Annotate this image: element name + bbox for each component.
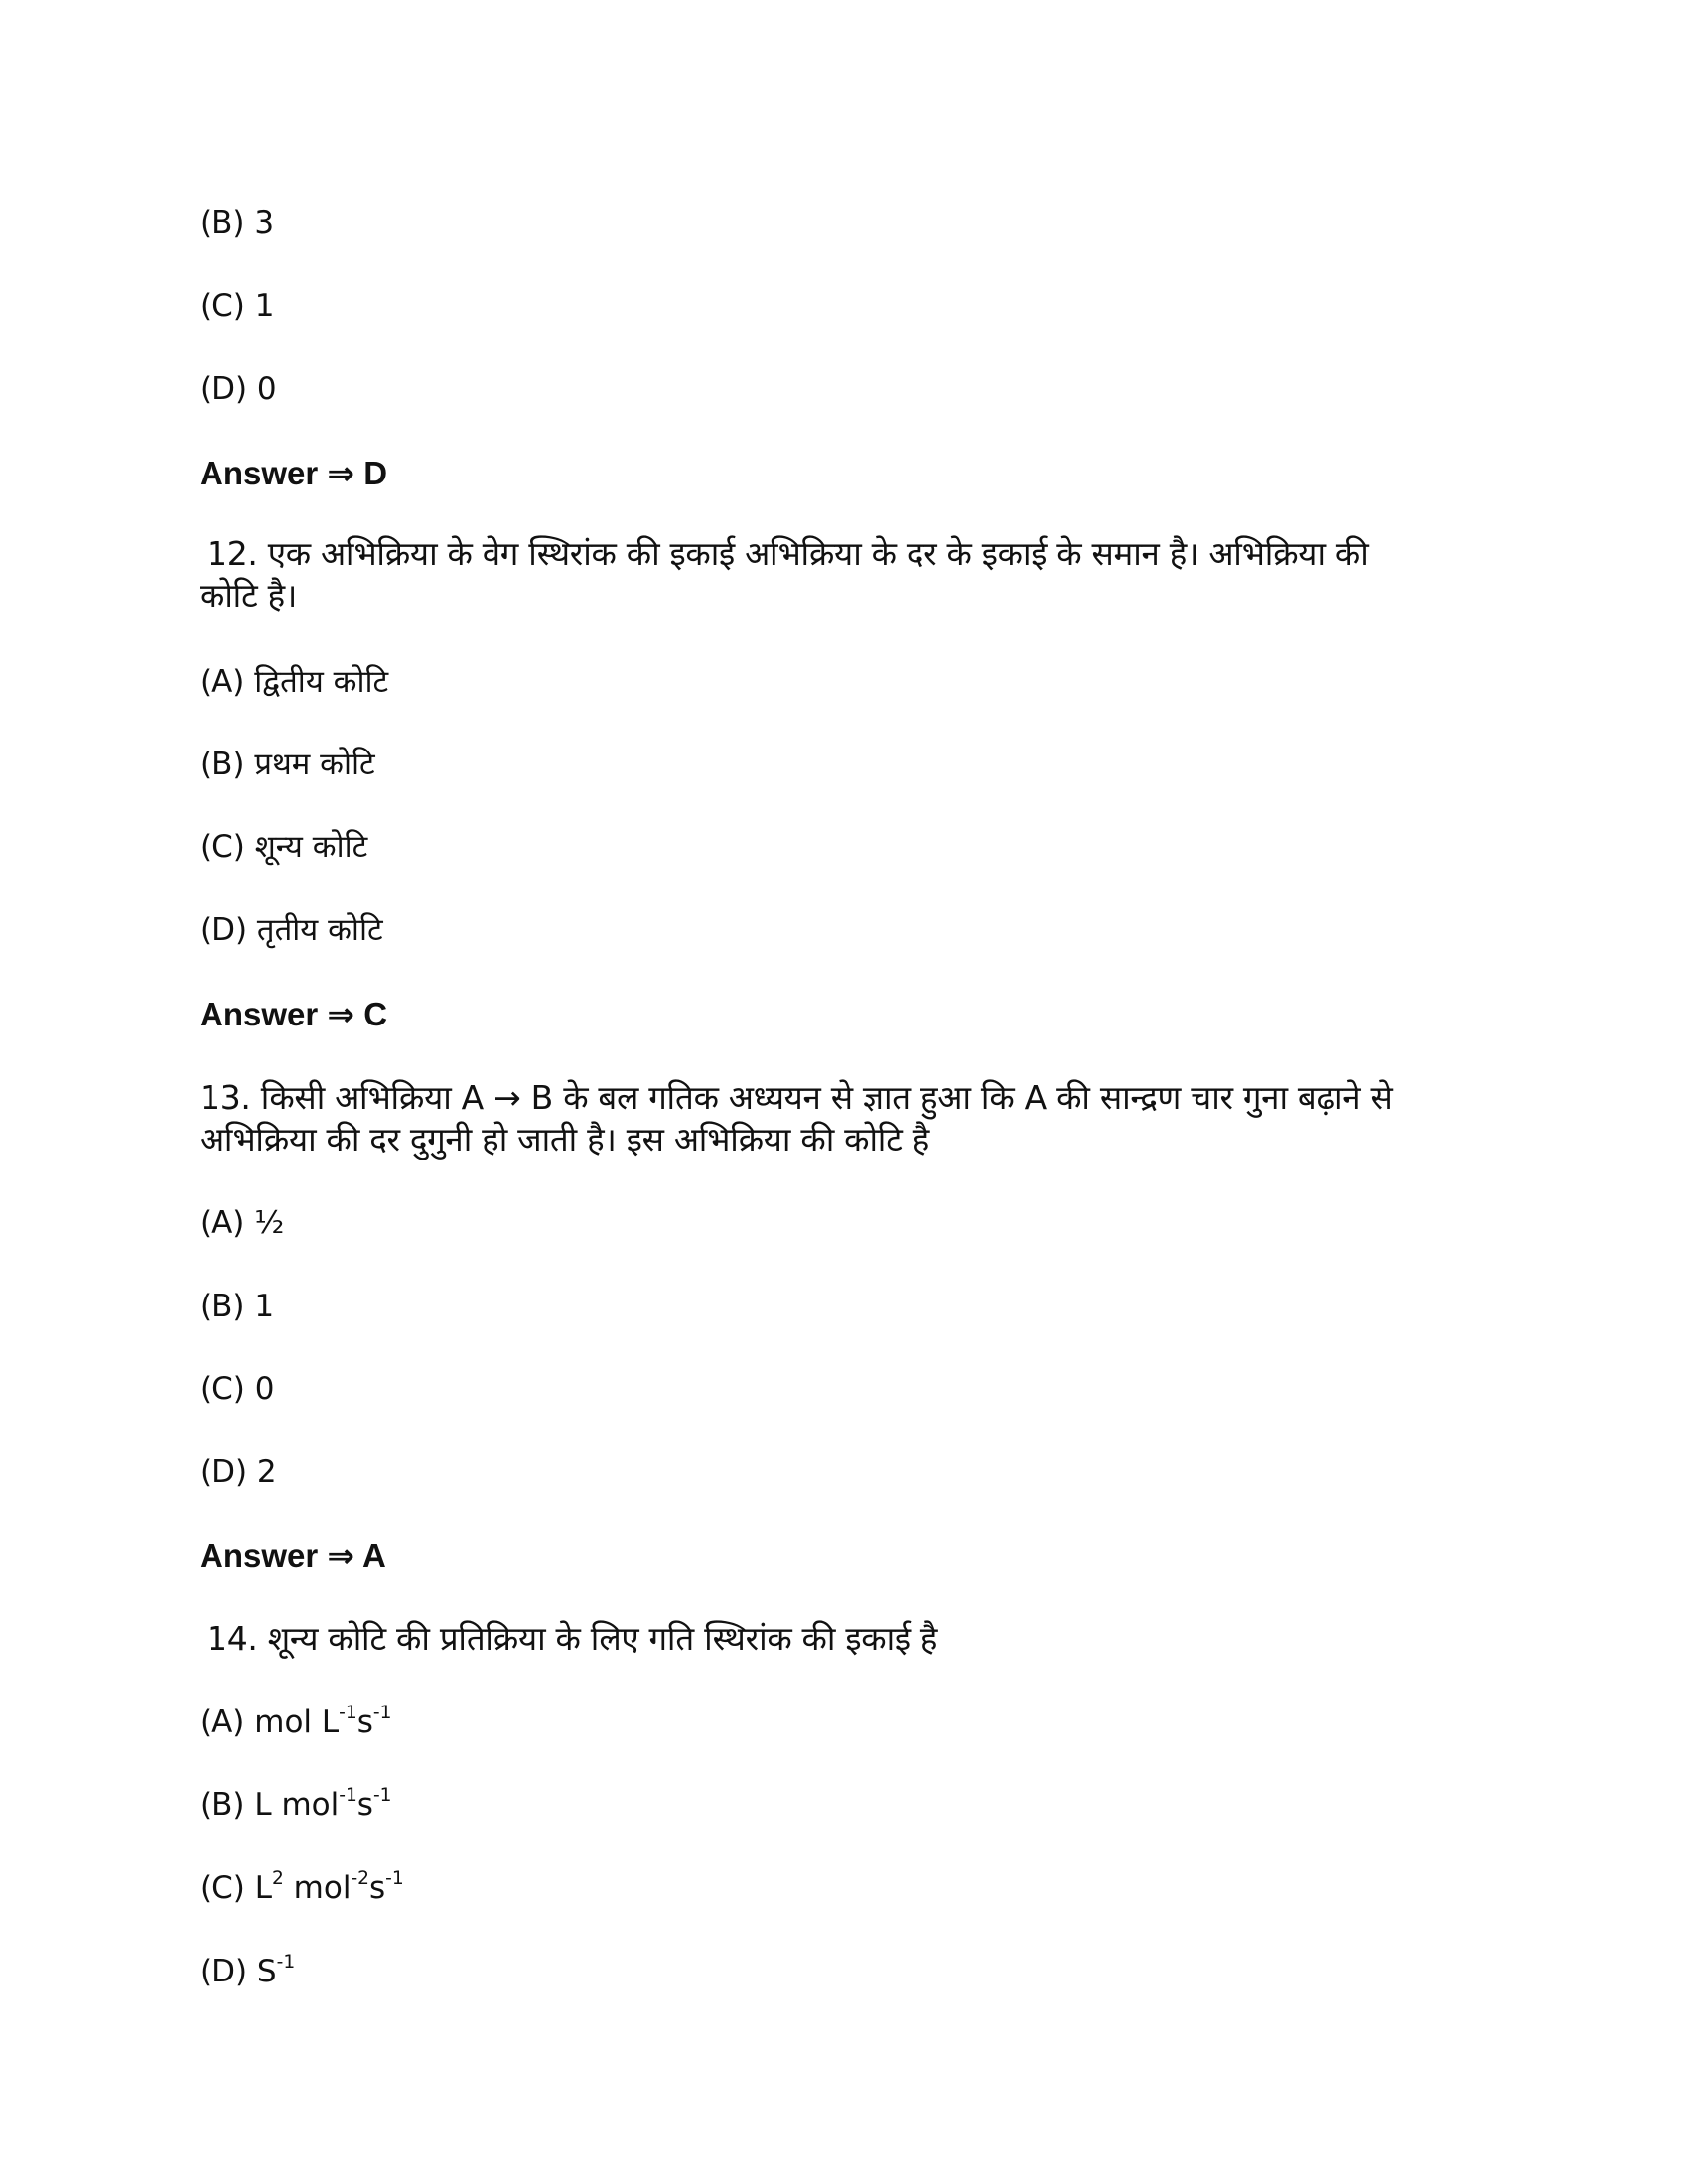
option-text: 2: [256, 1454, 277, 1490]
q12-answer: [200, 994, 387, 1035]
option-label: (C): [200, 1371, 245, 1407]
unit-base: s: [356, 1705, 373, 1740]
q14-option-b: [200, 1784, 391, 1826]
question-number: 13.: [200, 1078, 251, 1117]
q12-option-d: [200, 909, 383, 951]
option-text: 0: [256, 371, 277, 407]
option-label: (B): [200, 1787, 245, 1823]
answer-value: C: [363, 996, 388, 1032]
answer-prefix: Answer: [200, 1537, 319, 1573]
unit-exponent: -1: [372, 1703, 392, 1724]
q12-option-b: [200, 744, 375, 785]
q14-option-d: [200, 1951, 295, 1992]
option-text: तृतीय कोटि: [256, 912, 383, 948]
q12-option-c: [200, 826, 367, 868]
unit-base: s: [356, 1787, 373, 1823]
option-label: (A): [200, 1705, 245, 1740]
q14-option-c: [200, 1867, 404, 1909]
option-label: (A): [200, 1205, 245, 1241]
answer-prefix: Answer: [200, 455, 319, 491]
question-number: 12.: [207, 534, 258, 573]
unit-exponent: 2: [271, 1868, 284, 1890]
unit-exponent: -1: [276, 1952, 296, 1974]
question-text: शून्य कोटि की प्रतिक्रिया के लिए गति स्थिरांक की इकाई है: [267, 1619, 938, 1658]
option-label: (B): [200, 205, 245, 241]
option-text: [255, 1870, 404, 1906]
question-text: एक अभिक्रिया के वेग स्थिरांक की इकाई अभिक्रिया के दर के इकाई के समान है। अभिक्रिया की: [267, 534, 1369, 573]
unit-exponent: -2: [351, 1868, 370, 1890]
option-text: ½: [254, 1205, 285, 1241]
option-text: प्रथम कोटि: [254, 747, 375, 782]
answer-value: D: [363, 455, 388, 491]
question-text: किसी अभिक्रिया A → B के बल गतिक अध्ययन से ज्ञात हुआ कि A की सान्द्रण चार गुना बढ़ाने से: [260, 1078, 1393, 1117]
option-label: (B): [200, 1289, 245, 1324]
option-text: [257, 1954, 295, 1989]
q13-option-b: [200, 1286, 274, 1327]
implies-arrow-icon: ⇒: [327, 1537, 355, 1573]
q13-question-line1: [200, 1077, 1393, 1119]
unit-base: mol: [283, 1870, 352, 1906]
q11-option-d: [200, 368, 277, 410]
question-number: 14.: [207, 1619, 258, 1658]
option-text: 3: [254, 205, 275, 241]
option-label: (A): [200, 664, 245, 700]
option-label: (D): [200, 1954, 248, 1989]
answer-prefix: Answer: [200, 996, 319, 1032]
q12-option-a: [200, 661, 388, 703]
unit-base: s: [369, 1870, 386, 1906]
unit-base: L mol: [254, 1787, 340, 1823]
q13-answer: [200, 1535, 386, 1576]
question-text: अभिक्रिया की दर दुगुनी हो जाती है। इस अभिक्रिया की कोटि है: [200, 1120, 930, 1159]
q11-answer: [200, 453, 387, 494]
q13-option-d: [200, 1451, 277, 1493]
q13-option-a: [200, 1202, 284, 1244]
q14-question-line1: [207, 1618, 937, 1660]
option-text: [254, 1787, 391, 1823]
question-text: कोटि है।: [200, 576, 298, 614]
q14-option-a: [200, 1702, 391, 1743]
unit-exponent: -1: [372, 1785, 392, 1807]
unit-base: L: [254, 1870, 272, 1906]
unit-exponent: -1: [339, 1785, 357, 1807]
q12-question-line2: [200, 575, 297, 616]
option-text: [254, 1705, 391, 1740]
implies-arrow-icon: ⇒: [327, 996, 355, 1032]
option-label: (D): [200, 912, 248, 948]
q11-option-b: [200, 203, 274, 244]
implies-arrow-icon: ⇒: [327, 455, 355, 491]
q11-option-c: [200, 285, 274, 327]
option-label: (C): [200, 829, 245, 865]
q13-option-c: [200, 1368, 274, 1410]
unit-base: S: [256, 1954, 277, 1989]
answer-value: A: [362, 1537, 386, 1573]
option-text: 0: [254, 1371, 275, 1407]
option-text: 1: [254, 1289, 275, 1324]
unit-base: mol L: [254, 1705, 340, 1740]
option-label: (D): [200, 1454, 248, 1490]
q13-question-line2: [200, 1119, 929, 1160]
option-text: द्वितीय कोटि: [254, 664, 389, 700]
option-label: (C): [200, 1870, 245, 1906]
unit-exponent: -1: [385, 1868, 404, 1890]
option-text: 1: [254, 288, 275, 324]
option-label: (B): [200, 747, 245, 782]
option-label: (C): [200, 288, 245, 324]
option-text: शून्य कोटि: [254, 829, 368, 865]
q12-question-line1: [207, 533, 1368, 575]
unit-exponent: -1: [339, 1703, 357, 1724]
option-label: (D): [200, 371, 248, 407]
